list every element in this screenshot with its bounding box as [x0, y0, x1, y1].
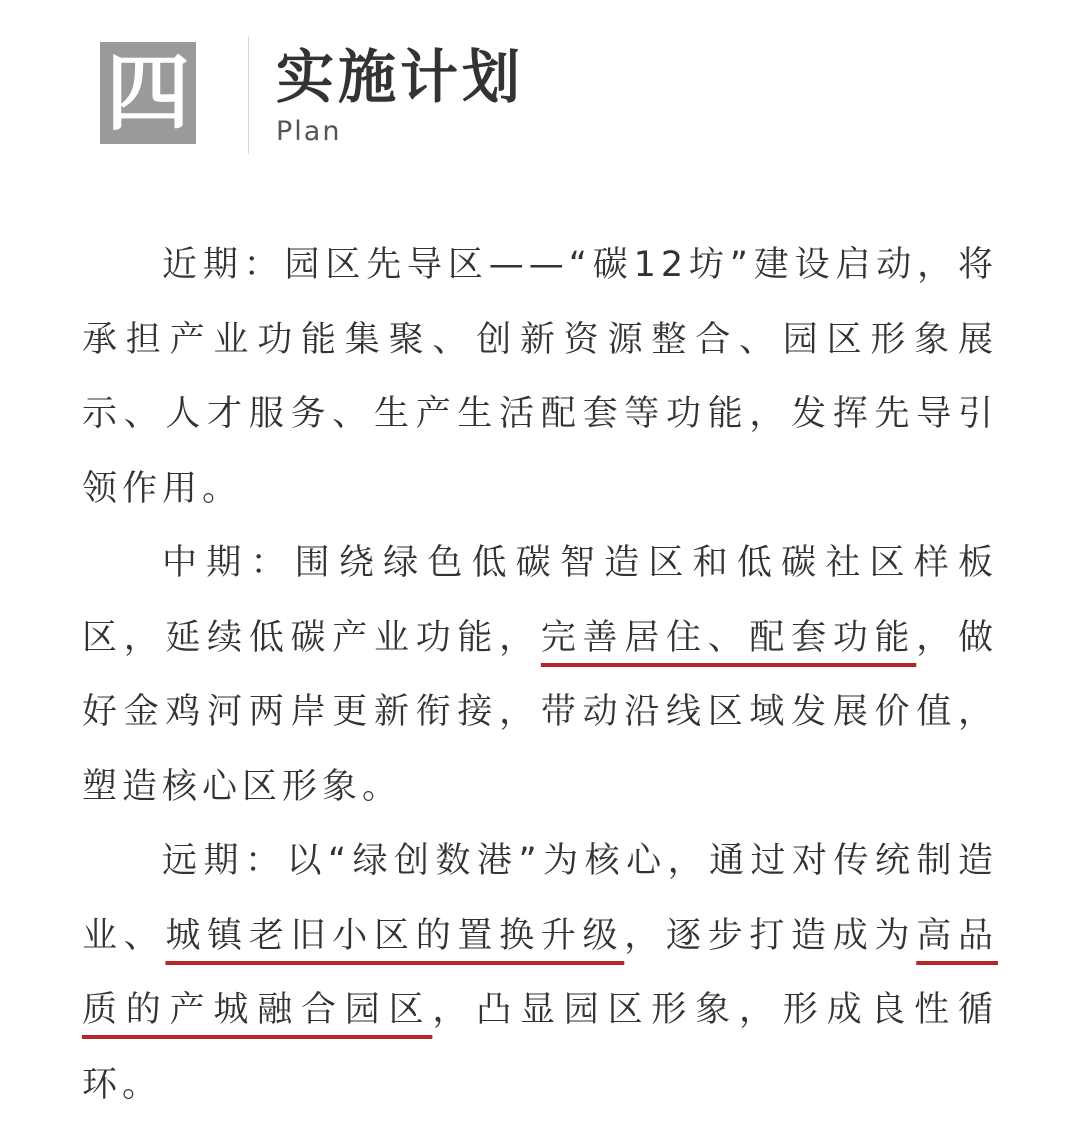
long-term-highlight-1: 城镇老旧小区的置换升级: [165, 915, 625, 956]
section-subtitle: Plan: [276, 116, 342, 147]
paragraph-near-term: [82, 228, 998, 526]
header-divider: [248, 36, 249, 154]
mid-term-text-b: ，做好金鸡河两岸更新衔接，带动沿线区域发展价值，塑造核心区形象。: [82, 617, 998, 807]
long-term-text-a: 以“绿创数港”为核心，通过对传统制造业、: [82, 841, 998, 956]
long-term-text-b: ，逐步打造成为: [624, 915, 917, 956]
article-body: [82, 228, 998, 1122]
paragraph-mid-term: [82, 526, 998, 824]
near-term-text: 园区先导区——“碳12坊”建设启动，将承担产业功能集聚、创新资源整合、园区形象展示、人才服务、生产生活配套等功能，发挥先导引领作用。: [82, 245, 998, 509]
long-term-highlight-2: 高品质的产城融合园区: [82, 915, 998, 1030]
mid-term-text-a: 围绕绿色低碳智造区和低碳社区样板区，延续低碳产业功能，: [82, 543, 998, 658]
paragraph-long-term: [82, 824, 998, 1122]
near-term-label: 近期：: [162, 245, 285, 285]
long-term-text-c: ，凸显园区形象，形成良性循环。: [82, 990, 998, 1105]
section-number-badge: [100, 42, 196, 144]
mid-term-label: 中期：: [162, 543, 295, 583]
section-number: 四: [105, 44, 190, 142]
long-term-label: 远期：: [162, 841, 287, 881]
section-header: [0, 0, 1080, 170]
section-title: 实施计划: [276, 43, 525, 111]
mid-term-highlight: 完善居住、配套功能: [540, 617, 917, 658]
